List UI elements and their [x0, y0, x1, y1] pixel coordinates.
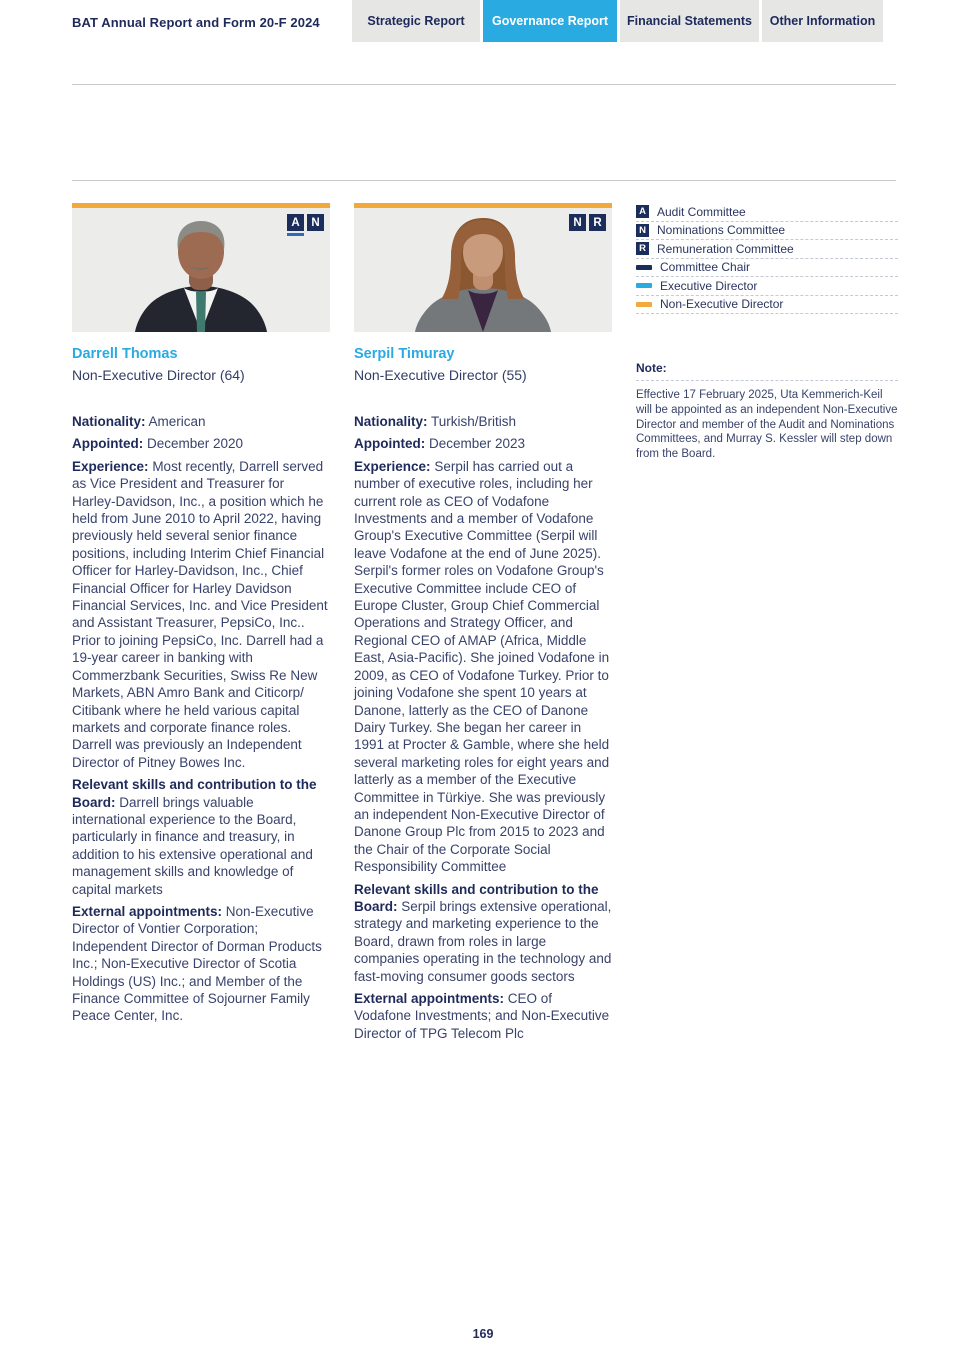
- director-card-serpil-timuray: [354, 203, 612, 1047]
- note-text: Effective 17 February 2025, Uta Kemmerich-Keil will be appointed as an independent Non-Executive Director and member of the Audit and Nominations Committees, and Murray S. Kessler will step down from the Board.: [636, 389, 898, 461]
- non-executive-director-bar-icon: [636, 302, 652, 307]
- committee-chair-indicator: [287, 233, 304, 236]
- director-role: Non-Executive Director (64): [72, 367, 245, 383]
- nationality-row: Nationality: American: [72, 414, 206, 429]
- director-card-darrell-thomas: [72, 203, 330, 1047]
- external-appointments-paragraph: External appointments: Non-Executive Director of Vontier Corporation; Independent Director of Dorman Products Inc.; Non-Executive Director of Scotia Holdings (US) Inc.; and Member of the Finance Committee of Sojourner Family Peace Center, Inc.: [72, 903, 322, 1024]
- horizontal-divider: [72, 180, 896, 181]
- committee-chair-bar-icon: [636, 265, 652, 270]
- legend-item-committee-chair: Committee Chair: [636, 259, 898, 278]
- tab-governance-report[interactable]: Governance Report: [483, 0, 617, 42]
- tab-strategic-report[interactable]: Strategic Report: [352, 0, 480, 42]
- legend-column: [636, 203, 898, 1047]
- nationality-row: Nationality: Turkish/British: [354, 414, 517, 429]
- director-bio: [72, 413, 330, 1025]
- audit-committee-badge: A: [287, 214, 304, 231]
- audit-committee-icon: A: [636, 205, 649, 218]
- legend-item-remuneration: R Remuneration Committee: [636, 240, 898, 259]
- page-number: 169: [472, 1327, 494, 1341]
- nominations-committee-badge: N: [569, 214, 586, 231]
- director-bio: [354, 413, 612, 1042]
- director-name: Darrell Thomas: [72, 346, 178, 362]
- report-title: BAT Annual Report and Form 20-F 2024: [72, 15, 320, 30]
- nominations-committee-icon: N: [636, 224, 649, 237]
- note-heading: Note:: [636, 361, 898, 381]
- nominations-committee-badge: N: [307, 214, 324, 231]
- director-name: Serpil Timuray: [354, 346, 455, 362]
- executive-director-bar-icon: [636, 283, 652, 288]
- experience-paragraph: Experience: Most recently, Darrell served as Vice President and Treasurer for Harley-Davidson, Inc., a position which he held from June 2010 to April 2022, having previously held several senior finance positions, including Interim Chief Financial Officer for Harley-Davidson, Inc., Chief Financial Officer for Harley Davidson Financial Services, Inc. and Vice President and Assistant Treasurer, PepsiCo, Inc.. Prior to joining PepsiCo, Inc. Darrell had a 19-year career in banking with Commerzbank Securities, Swiss Re New Markets, ABN Amro Bank and Citicorp/ Citibank where he held various capital markets and corporate finance roles. Darrell was previously an Independent Director of Pitney Bowes Inc.: [72, 458, 328, 770]
- experience-paragraph: Experience: Serpil has carried out a number of executive roles, including her current role as CEO of Vodafone Investments and a member of Vodafone Group's Executive Committee (Serpil will leave Vodafone at the end of June 2025). Serpil's former roles on Vodafone Group's Executive Committee include CEO of Europe Cluster, Group Chief Commercial Operations and Strategy Officer, and Regional CEO of AMAP (Africa, Middle East, Asia-Pacific). She joined Vodafone in 2009, as CEO of Vodafone Turkey. Prior to joining Vodafone she spent 10 years at Danone, latterly as the CEO of Danone Dairy Turkey. She began her career in 1991 at Procter & Gamble, where she held several marketing roles for eight years and latterly as a member of the Executive Committee in Türkiye. She was previously an independent Non-Executive Director of Danone Group Plc from 2015 to 2023 and the Chair of the Corporate Social Responsibility Committee: [354, 458, 610, 875]
- tab-financial-statements[interactable]: Financial Statements: [620, 0, 759, 42]
- board-bios-section: [72, 203, 900, 1047]
- legend-item-non-executive-director: Non-Executive Director: [636, 296, 898, 315]
- director-photo: [72, 203, 330, 332]
- external-appointments-paragraph: External appointments: CEO of Vodafone Investments; and Non-Executive Director of TPG Telecom Plc: [354, 991, 610, 1041]
- director-photo: [354, 203, 612, 332]
- remuneration-committee-icon: R: [636, 242, 649, 255]
- remuneration-committee-badge: R: [589, 214, 606, 231]
- appointed-row: Appointed: December 2020: [72, 436, 244, 452]
- committee-badges: [287, 214, 324, 236]
- tab-other-information[interactable]: Other Information: [762, 0, 883, 42]
- horizontal-divider: [72, 84, 896, 85]
- director-role: Non-Executive Director (55): [354, 367, 527, 383]
- section-tabs: [352, 0, 883, 42]
- legend-item-executive-director: Executive Director: [636, 277, 898, 296]
- appointed-row: Appointed: December 2023: [354, 436, 526, 452]
- skills-paragraph: Relevant skills and contribution to the Board: Darrell brings valuable international experience to the Board, particularly in finance and treasury, in addition to his extensive operational and management skills and knowledge of capital markets: [72, 777, 317, 897]
- legend-item-audit: A Audit Committee: [636, 203, 898, 222]
- committee-badges: [569, 214, 606, 231]
- skills-paragraph: Relevant skills and contribution to the Board: Serpil brings extensive operational, strategy and marketing experience to the Board, drawn from roles in large companies operating in the technology and fast-moving consumer goods sectors: [354, 881, 612, 984]
- legend-item-nominations: N Nominations Committee: [636, 222, 898, 241]
- board-note: [636, 361, 898, 462]
